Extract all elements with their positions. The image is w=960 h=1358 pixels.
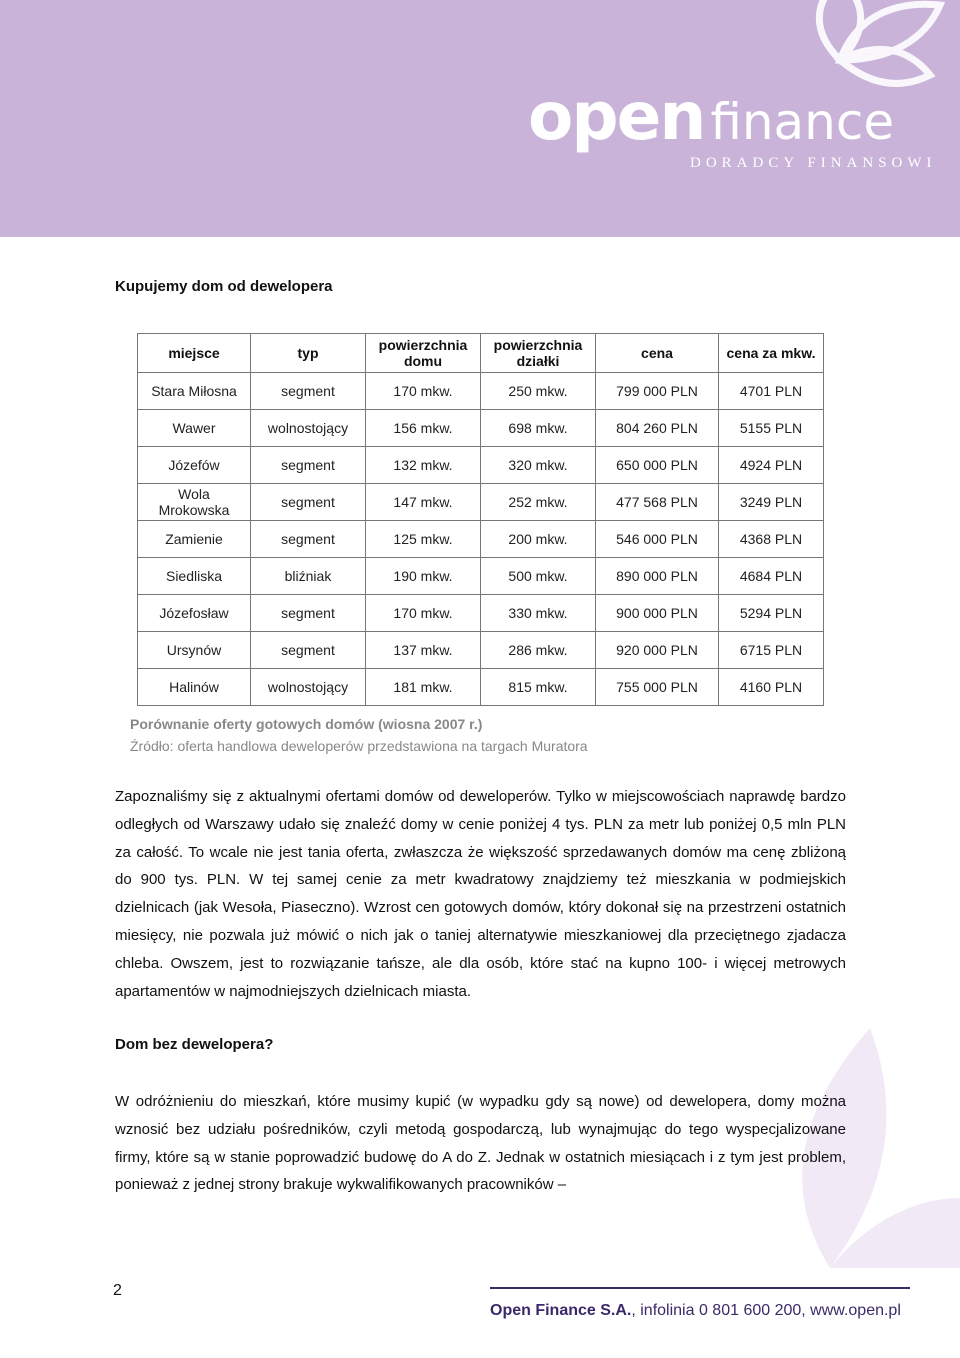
col-header-price: cena — [596, 334, 719, 373]
section-subheading: Dom bez dewelopera? — [115, 1036, 274, 1053]
col-header-price-per-sqm: cena za mkw. — [719, 334, 824, 373]
table-row — [138, 410, 824, 447]
cell-plot-area: 200 mkw. — [481, 521, 596, 558]
col-header-plot-area: powierzchnia działki — [481, 334, 596, 373]
body-paragraph-1: Zapoznaliśmy się z aktualnymi ofertami domów od deweloperów. Tylko w miejscowościach naprawdę bardzo odległych od Warszawy udało się znaleźć domy w cenie poniżej 4 tys. PLN za metr lub poniżej 0,5 mln PLN za całość. To wcale nie jest tania oferta, zwłaszcza że większość sprzedawanych domów ma cenę zbliżoną do 900 tys. PLN. W tej samej cenie za metr kwadratowy znajdziemy też mieszkania w podmiejskich dzielnicach (jak Wesoła, Piaseczno). Wzrost cen gotowych domów, który dokonał się na przestrzeni ostatnich miesięcy, nie pozwala już mówić o nich jak o taniej alternatywie mieszkaniowej dla przeciętnego zjadacza chleba. Owszem, jest to rozwiązanie tańsze, ale dla osób, które stać na kupno 100- i więcej metrowych apartamentów w najmodniejszych dzielnicach miasta. — [115, 788, 846, 1000]
cell-place: Siedliska — [138, 558, 251, 595]
footer-contact: , infolinia 0 801 600 200, www.open.pl — [631, 1302, 901, 1319]
page-number: 2 — [113, 1282, 122, 1299]
cell-price: 650 000 PLN — [596, 447, 719, 484]
cell-price: 900 000 PLN — [596, 595, 719, 632]
cell-price-per-sqm: 5294 PLN — [719, 595, 824, 632]
cell-type: segment — [251, 373, 366, 410]
cell-house-area: 132 mkw. — [366, 447, 481, 484]
page-footer — [490, 1302, 901, 1320]
table-row — [138, 373, 824, 410]
cell-plot-area: 698 mkw. — [481, 410, 596, 447]
cell-place: Wawer — [138, 410, 251, 447]
cell-place: Halinów — [138, 669, 251, 706]
cell-house-area: 190 mkw. — [366, 558, 481, 595]
table-row — [138, 521, 824, 558]
price-comparison-table — [137, 333, 824, 706]
body-paragraph-2: W odróżnieniu do mieszkań, które musimy kupić (w wypadku gdy są nowe) od dewelopera, domy można wznosić bez udziału pośredników, czyli metodą gospodarczą, lub wynajmując do tego wyspecjalizowane firmy, które są w stanie poprowadzić budowę do A do Z. Jednak w ostatnich miesiącach i z tym jest problem, ponieważ z jednej strony brakuje wykwalifikowanych pracowników – — [115, 1093, 846, 1194]
cell-price: 920 000 PLN — [596, 632, 719, 669]
cell-house-area: 170 mkw. — [366, 373, 481, 410]
cell-price-per-sqm: 4368 PLN — [719, 521, 824, 558]
cell-type: segment — [251, 521, 366, 558]
cell-type: segment — [251, 484, 366, 521]
table-header-row — [138, 334, 824, 373]
table-caption: Porównanie oferty gotowych domów (wiosna 2007 r.) — [130, 716, 483, 732]
logo-word-finance: finance — [710, 93, 895, 151]
cell-type: segment — [251, 447, 366, 484]
cell-price: 755 000 PLN — [596, 669, 719, 706]
table-row — [138, 447, 824, 484]
logo-word-open: open — [528, 78, 705, 155]
col-header-type: typ — [251, 334, 366, 373]
section-title: Kupujemy dom od dewelopera — [115, 278, 333, 295]
page-header — [0, 0, 960, 237]
cell-type: wolnostojący — [251, 410, 366, 447]
cell-house-area: 181 mkw. — [366, 669, 481, 706]
cell-place: Zamienie — [138, 521, 251, 558]
table-row — [138, 595, 824, 632]
cell-house-area: 125 mkw. — [366, 521, 481, 558]
cell-price-per-sqm: 6715 PLN — [719, 632, 824, 669]
cell-price: 546 000 PLN — [596, 521, 719, 558]
cell-type: segment — [251, 632, 366, 669]
cell-place: Stara Miłosna — [138, 373, 251, 410]
cell-place: Józefów — [138, 447, 251, 484]
cell-type: segment — [251, 595, 366, 632]
cell-place: Józefosław — [138, 595, 251, 632]
table-row — [138, 558, 824, 595]
cell-type: wolnostojący — [251, 669, 366, 706]
table-row — [138, 669, 824, 706]
col-header-place: miejsce — [138, 334, 251, 373]
brand-tagline: DORADCY FINANSOWI — [690, 155, 937, 171]
cell-price: 804 260 PLN — [596, 410, 719, 447]
table-source: Źródło: oferta handlowa deweloperów przedstawiona na targach Muratora — [130, 738, 588, 754]
cell-plot-area: 500 mkw. — [481, 558, 596, 595]
cell-price-per-sqm: 4924 PLN — [719, 447, 824, 484]
cell-plot-area: 250 mkw. — [481, 373, 596, 410]
cell-price-per-sqm: 3249 PLN — [719, 484, 824, 521]
col-header-house-area: powierzchnia domu — [366, 334, 481, 373]
cell-place: Wola Mrokowska — [138, 484, 251, 521]
cell-plot-area: 286 mkw. — [481, 632, 596, 669]
cell-plot-area: 320 mkw. — [481, 447, 596, 484]
cell-house-area: 147 mkw. — [366, 484, 481, 521]
cell-price-per-sqm: 4160 PLN — [719, 669, 824, 706]
cell-price-per-sqm: 4684 PLN — [719, 558, 824, 595]
footer-company: Open Finance S.A. — [490, 1302, 632, 1319]
cell-type: bliźniak — [251, 558, 366, 595]
table-row — [138, 484, 824, 521]
table-row — [138, 632, 824, 669]
footer-divider — [490, 1287, 910, 1289]
cell-house-area: 170 mkw. — [366, 595, 481, 632]
cell-place: Ursynów — [138, 632, 251, 669]
cell-house-area: 156 mkw. — [366, 410, 481, 447]
cell-plot-area: 815 mkw. — [481, 669, 596, 706]
cell-plot-area: 330 mkw. — [481, 595, 596, 632]
cell-price: 890 000 PLN — [596, 558, 719, 595]
cell-house-area: 137 mkw. — [366, 632, 481, 669]
cell-price: 477 568 PLN — [596, 484, 719, 521]
cell-price-per-sqm: 5155 PLN — [719, 410, 824, 447]
cell-plot-area: 252 mkw. — [481, 484, 596, 521]
cell-price-per-sqm: 4701 PLN — [719, 373, 824, 410]
brand-logo — [528, 78, 894, 155]
cell-price: 799 000 PLN — [596, 373, 719, 410]
